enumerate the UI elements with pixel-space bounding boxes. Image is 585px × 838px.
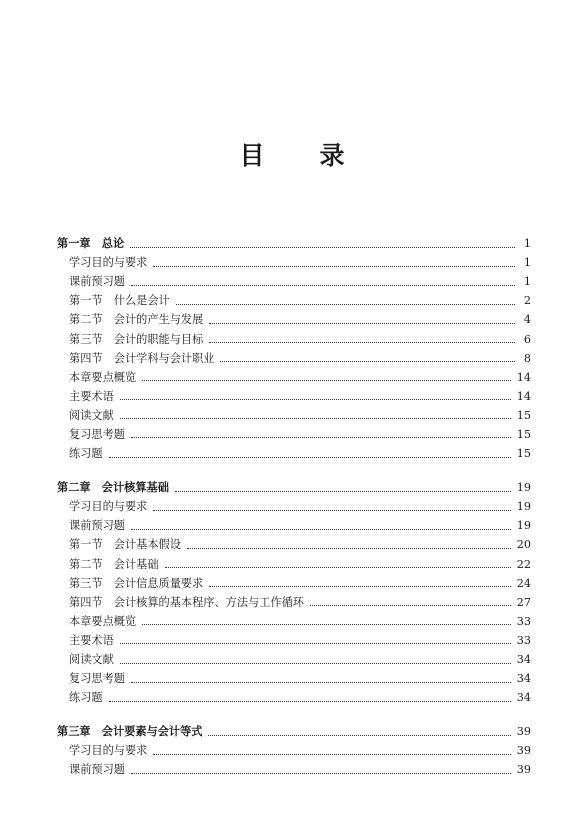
dot-leader bbox=[131, 284, 515, 286]
toc-entry[interactable] bbox=[57, 310, 531, 329]
toc-label: 第一章 总论 bbox=[57, 236, 125, 251]
dot-leader bbox=[131, 681, 511, 683]
toc-label: 第二节 会计的产生与发展 bbox=[69, 313, 204, 327]
toc-page-number: 15 bbox=[516, 447, 531, 461]
toc-entry[interactable] bbox=[57, 444, 531, 463]
toc-page-number: 4 bbox=[523, 313, 531, 327]
toc-page-number: 39 bbox=[516, 725, 531, 739]
toc-label: 第三节 会计信息质量要求 bbox=[69, 576, 204, 590]
toc-page-number: 39 bbox=[516, 744, 531, 758]
toc-page-number: 14 bbox=[516, 370, 531, 384]
dot-leader bbox=[120, 642, 511, 644]
toc-entry[interactable] bbox=[57, 688, 531, 707]
toc-page-number: 2 bbox=[523, 294, 531, 308]
toc-label: 第二节 会计基础 bbox=[69, 557, 159, 571]
dot-leader bbox=[142, 379, 511, 381]
toc-label: 学习目的与要求 bbox=[69, 744, 148, 758]
toc-page-number: 1 bbox=[523, 256, 531, 270]
toc-page-number: 33 bbox=[516, 633, 531, 647]
toc-label: 主要术语 bbox=[69, 633, 114, 647]
table-of-contents bbox=[57, 234, 531, 780]
dot-leader bbox=[176, 303, 515, 305]
toc-label: 阅读文献 bbox=[69, 653, 114, 667]
toc-entry[interactable] bbox=[57, 760, 531, 779]
dot-leader bbox=[153, 509, 510, 511]
dot-leader bbox=[220, 360, 515, 362]
dot-leader bbox=[142, 623, 511, 625]
toc-label: 练习题 bbox=[69, 691, 103, 705]
toc-page-number: 19 bbox=[516, 500, 531, 514]
toc-label: 第四节 会计核算的基本程序、方法与工作循环 bbox=[69, 595, 304, 609]
toc-entry[interactable] bbox=[57, 555, 531, 574]
dot-leader bbox=[165, 566, 511, 568]
dot-leader bbox=[175, 490, 511, 492]
toc-entry-chapter[interactable] bbox=[57, 234, 531, 253]
title-char-2: 录 bbox=[319, 141, 346, 170]
toc-entry[interactable] bbox=[57, 329, 531, 348]
toc-page-number: 34 bbox=[516, 672, 531, 686]
toc-label: 主要术语 bbox=[69, 389, 114, 403]
dot-leader bbox=[131, 772, 511, 774]
toc-page-number: 34 bbox=[516, 653, 531, 667]
toc-label: 阅读文献 bbox=[69, 408, 114, 422]
toc-page-number: 27 bbox=[516, 595, 531, 609]
toc-label: 学习目的与要求 bbox=[69, 256, 148, 270]
toc-entry[interactable] bbox=[57, 406, 531, 425]
dot-leader bbox=[131, 436, 511, 438]
dot-leader bbox=[109, 700, 511, 702]
toc-label: 第四节 会计学科与会计职业 bbox=[69, 351, 215, 365]
toc-label: 复习思考题 bbox=[69, 427, 125, 441]
dot-leader bbox=[109, 456, 511, 458]
toc-entry[interactable] bbox=[57, 425, 531, 444]
toc-entry[interactable] bbox=[57, 650, 531, 669]
toc-label: 本章要点概览 bbox=[69, 370, 137, 384]
toc-entry[interactable] bbox=[57, 612, 531, 631]
dot-leader bbox=[208, 734, 510, 736]
toc-label: 课前预习题 bbox=[69, 763, 125, 777]
toc-page-number: 20 bbox=[516, 538, 531, 552]
dot-leader bbox=[120, 662, 511, 664]
toc-page-number: 22 bbox=[516, 557, 531, 571]
toc-page-number: 15 bbox=[516, 427, 531, 441]
dot-leader bbox=[131, 528, 511, 530]
toc-label: 第三节 会计的职能与目标 bbox=[69, 332, 204, 346]
toc-page-number: 8 bbox=[523, 351, 531, 365]
toc-entry[interactable] bbox=[57, 669, 531, 688]
toc-entry[interactable] bbox=[57, 272, 531, 291]
toc-entry[interactable] bbox=[57, 574, 531, 593]
toc-entry[interactable] bbox=[57, 368, 531, 387]
dot-leader bbox=[209, 341, 515, 343]
page-title bbox=[0, 136, 585, 172]
toc-entry-chapter[interactable] bbox=[57, 478, 531, 497]
toc-entry[interactable] bbox=[57, 387, 531, 406]
toc-page-number: 19 bbox=[516, 519, 531, 533]
toc-page-number: 14 bbox=[516, 389, 531, 403]
toc-page-number: 33 bbox=[516, 614, 531, 628]
dot-leader bbox=[130, 246, 515, 248]
toc-page-number: 19 bbox=[516, 481, 531, 495]
toc-label: 本章要点概览 bbox=[69, 614, 137, 628]
dot-leader bbox=[120, 417, 511, 419]
title-char-1: 目 bbox=[239, 141, 266, 170]
toc-page-number: 15 bbox=[516, 408, 531, 422]
toc-label: 第一节 什么是会计 bbox=[69, 294, 170, 308]
toc-entry[interactable] bbox=[57, 631, 531, 650]
toc-entry[interactable] bbox=[57, 535, 531, 554]
toc-entry[interactable] bbox=[57, 593, 531, 612]
toc-entry[interactable] bbox=[57, 291, 531, 310]
toc-page-number: 6 bbox=[523, 332, 531, 346]
toc-entry[interactable] bbox=[57, 516, 531, 535]
dot-leader bbox=[153, 265, 515, 267]
toc-page-number: 1 bbox=[523, 275, 531, 289]
toc-label: 复习思考题 bbox=[69, 672, 125, 686]
toc-entry[interactable] bbox=[57, 741, 531, 760]
dot-leader bbox=[310, 604, 511, 606]
dot-leader bbox=[187, 547, 511, 549]
dot-leader bbox=[209, 322, 515, 324]
toc-label: 学习目的与要求 bbox=[69, 500, 148, 514]
toc-entry[interactable] bbox=[57, 349, 531, 368]
toc-label: 第三章 会计要素与会计等式 bbox=[57, 724, 203, 739]
toc-label: 第一节 会计基本假设 bbox=[69, 538, 181, 552]
toc-label: 课前预习题 bbox=[69, 519, 125, 533]
chapter-spacer bbox=[57, 707, 531, 722]
toc-page-number: 34 bbox=[516, 691, 531, 705]
toc-entry[interactable] bbox=[57, 253, 531, 272]
toc-entry-chapter[interactable] bbox=[57, 722, 531, 741]
toc-entry[interactable] bbox=[57, 497, 531, 516]
dot-leader bbox=[120, 398, 511, 400]
toc-page-number: 39 bbox=[516, 763, 531, 777]
toc-page-number: 24 bbox=[516, 576, 531, 590]
toc-label: 课前预习题 bbox=[69, 275, 125, 289]
dot-leader bbox=[153, 753, 510, 755]
toc-label: 第二章 会计核算基础 bbox=[57, 480, 169, 495]
chapter-spacer bbox=[57, 463, 531, 478]
toc-page-number: 1 bbox=[523, 237, 531, 251]
dot-leader bbox=[209, 585, 510, 587]
toc-label: 练习题 bbox=[69, 447, 103, 461]
